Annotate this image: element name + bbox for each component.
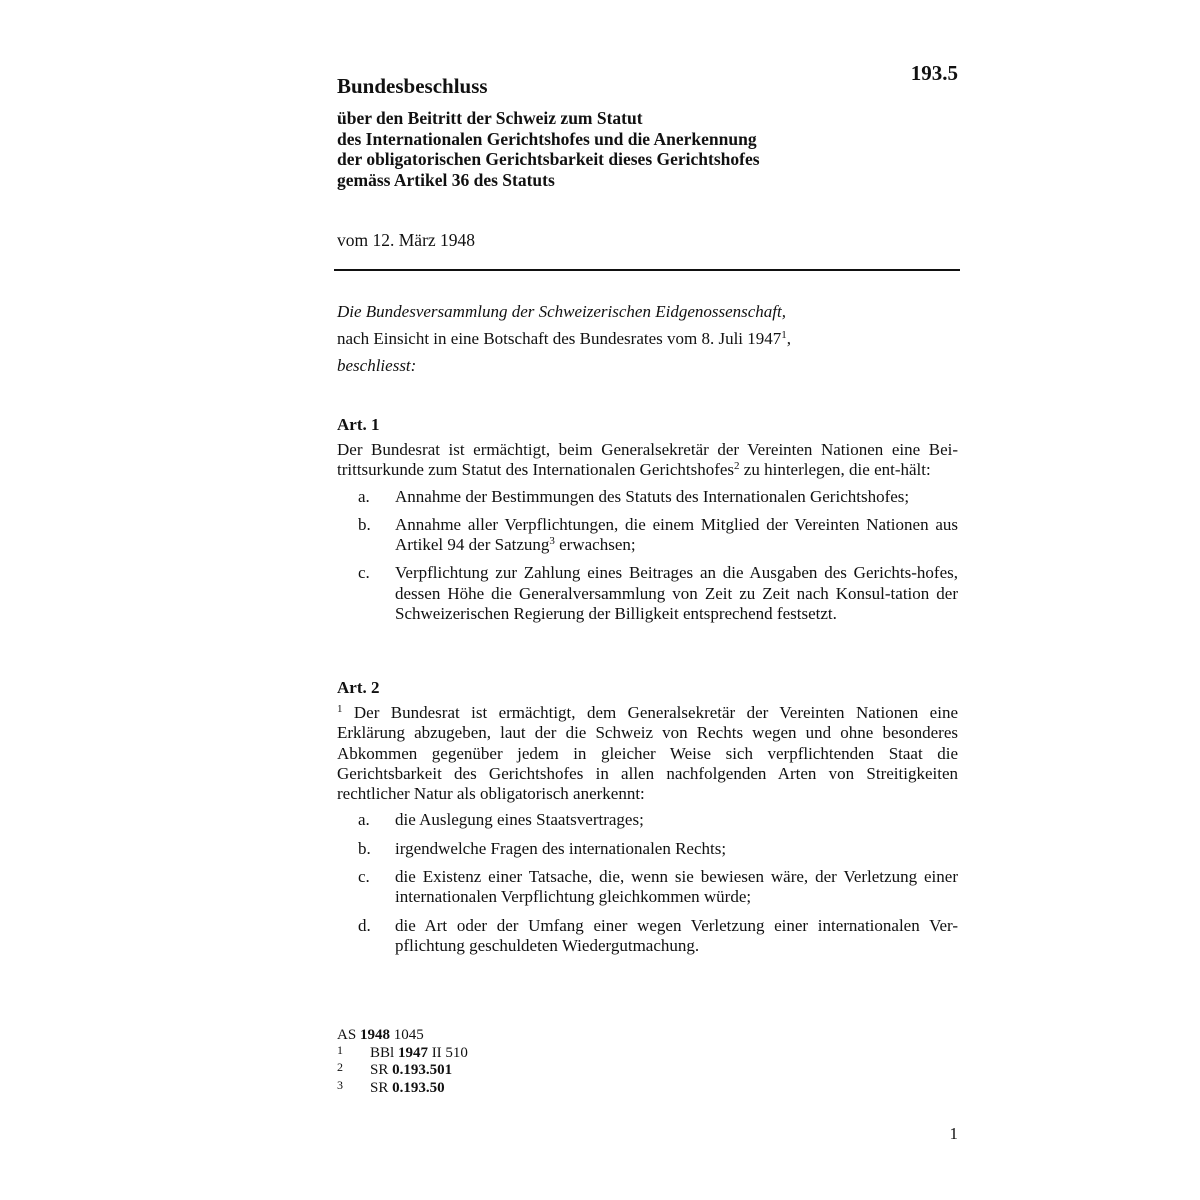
fn-page: 1045 xyxy=(389,1027,424,1043)
subtitle-line: des Internationalen Gerichtshofes und die Anerkennung xyxy=(337,128,757,149)
paragraph-text: zu hinterlegen, die ent-hält: xyxy=(739,460,931,480)
list-text-part: erwachsen; xyxy=(554,535,636,555)
paragraph-number: 1 xyxy=(337,703,343,715)
article-list xyxy=(337,810,958,956)
fn-prefix: SR xyxy=(370,1079,393,1096)
footnote-text xyxy=(370,1045,468,1063)
fn-year: 1947 xyxy=(397,1044,428,1061)
preamble-reference-text: nach Einsicht in eine Botschaft des Bundesrates vom 8. Juli 1947 xyxy=(337,329,782,348)
fn-prefix: SR xyxy=(370,1062,393,1078)
list-text: die Auslegung eines Staatsvertrages; xyxy=(395,810,644,830)
footnote-text xyxy=(370,1080,445,1098)
list-text: Verpflichtung zur Zahlung eines Beitrages an die Ausgaben des Gerichts-hofes, dessen Höhe die Generalversammlung von Zeit zu Zeit nach Konsul-tation der Schweizerischen Regierung der Billigkeit entsprechend festsetzt. xyxy=(395,563,958,624)
article-list xyxy=(337,487,958,625)
preamble-decision: beschliesst: xyxy=(337,356,417,375)
list-text: irgendwelche Fragen des internationalen Rechts; xyxy=(395,838,727,858)
list-item xyxy=(337,839,958,859)
list-item xyxy=(337,810,958,830)
article-1 xyxy=(337,414,958,632)
page-number: 1 xyxy=(949,1124,958,1143)
list-label: a. xyxy=(358,486,370,506)
fn-page: II 510 xyxy=(427,1044,468,1061)
footnote-number: 2 xyxy=(337,1060,343,1074)
document-subtitle xyxy=(337,108,760,190)
preamble-reference xyxy=(337,325,791,352)
article-paragraph xyxy=(337,440,958,481)
document-date: vom 12. März 1948 xyxy=(337,230,476,250)
footnote-text xyxy=(370,1062,452,1080)
punctuation: , xyxy=(786,329,792,348)
fn-year: 1948 xyxy=(359,1027,390,1043)
list-label: d. xyxy=(358,915,371,935)
list-label: b. xyxy=(358,514,371,534)
article-heading: Art. 2 xyxy=(337,678,380,697)
list-item xyxy=(337,867,958,908)
preamble xyxy=(337,298,791,379)
list-text-part: Annahme aller Verpflichtungen, die einem Mitglied der Vereinten Nationen aus Artikel 94 der Satzung xyxy=(395,514,958,555)
list-item xyxy=(337,563,958,624)
subtitle-line: über den Beitritt der Schweiz zum Statut xyxy=(337,108,643,128)
list-item xyxy=(337,515,958,556)
sr-number: 193.5 xyxy=(910,61,958,85)
list-text xyxy=(395,515,958,556)
footnote-number: 1 xyxy=(337,1042,343,1057)
footnote-ref[interactable]: 3 xyxy=(549,535,555,548)
fn-sr-number: 0.193.50 xyxy=(392,1079,445,1096)
list-item xyxy=(337,916,958,957)
article-heading: Art. 1 xyxy=(337,415,380,434)
document-title: Bundesbeschluss xyxy=(337,74,488,98)
subtitle-line: der obligatorischen Gerichtsbarkeit dieses Gerichtshofes xyxy=(337,149,760,169)
subtitle-line: gemäss Artikel 36 des Statuts xyxy=(337,169,555,190)
footnote-number: 3 xyxy=(337,1077,343,1092)
fn-prefix: AS xyxy=(337,1027,360,1043)
footnote-ref[interactable]: 2 xyxy=(734,460,740,473)
list-text: Annahme der Bestimmungen des Statuts des Internationalen Gerichtshofes; xyxy=(395,486,910,506)
list-label: a. xyxy=(358,810,370,830)
footnotes xyxy=(337,1027,468,1097)
fn-prefix: BBl xyxy=(370,1044,398,1061)
article-2 xyxy=(337,677,958,964)
header-divider xyxy=(334,269,960,271)
list-text: die Existenz einer Tatsache, die, wenn sie bewiesen wäre, der Verletzung einer internationalen Verpflichtung gleichkommen würde; xyxy=(395,867,958,907)
list-label: c. xyxy=(358,563,370,583)
list-label: c. xyxy=(358,867,370,887)
paragraph-text: Der Bundesrat ist ermächtigt, dem Generalsekretär der Vereinten Nationen eine Erklärung abzugeben, laut der die Schweiz von Rechts wegen und ohne besonderes Abkommen gegenüber jedem in gleicher Weise sich verpflichtenden Staat die Gerichtsbarkeit des Gerichtshofes in allen nachfolgenden Arten von Streitigkeiten rechtlicher Natur als obligatorisch anerkennt: xyxy=(337,703,958,804)
preamble-authority: Die Bundesversammlung der Schweizerischen Eidgenossenschaft, xyxy=(337,302,786,321)
footnote-ref[interactable]: 1 xyxy=(781,329,787,341)
fn-sr-number: 0.193.501 xyxy=(392,1062,453,1078)
article-paragraph xyxy=(337,703,958,804)
document-page xyxy=(337,0,958,1200)
list-text: die Art oder der Umfang einer wegen Verletzung einer internationalen Ver-pflichtung geschuldeten Wiedergutmachung. xyxy=(395,915,958,955)
paragraph-text: Der Bundesrat ist ermächtigt, beim Generalsekretär der Vereinten Nationen eine Bei-trittsurkunde zum Statut des Internationalen Gerichtshofes xyxy=(337,440,958,480)
footnote-3 xyxy=(337,1077,468,1098)
list-label: b. xyxy=(358,838,371,858)
list-item xyxy=(337,487,958,507)
